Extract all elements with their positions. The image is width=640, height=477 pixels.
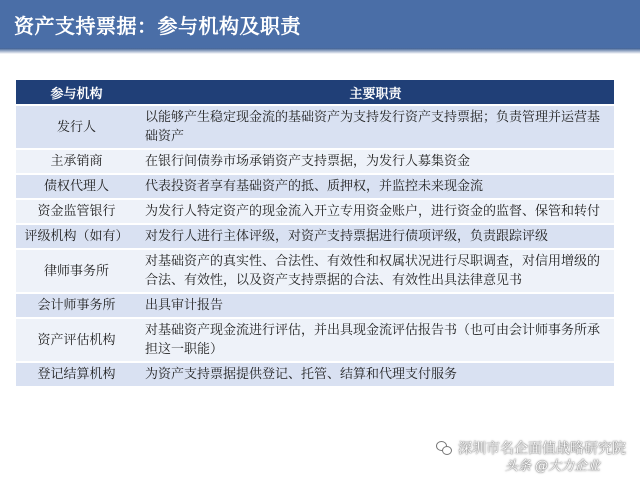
duty-cell: 代表投资者享有基础资产的抵、质押权，并监控未来现金流 [137,174,614,199]
wechat-icon [436,441,452,455]
table-row [16,149,614,174]
duty-cell: 出具审计报告 [137,293,614,318]
duty-cell: 对基础资产现金流进行评估，并出具现金流评估报告书（也可由会计师事务所承担这一职能） [137,318,614,362]
table-row [16,174,614,199]
page-title: 资产支持票据：参与机构及职责 [14,13,301,38]
header-duty: 主要职责 [137,80,614,105]
table-row [16,105,614,149]
table-header-row [16,80,614,105]
org-cell: 会计师事务所 [16,293,137,318]
table-row [16,199,614,224]
org-cell: 登记结算机构 [16,362,137,387]
org-cell: 主承销商 [16,149,137,174]
table-row [16,224,614,249]
org-cell: 债权代理人 [16,174,137,199]
table-row [16,318,614,362]
duty-cell: 对发行人进行主体评级，对资产支持票据进行债项评级，负责跟踪评级 [137,224,614,249]
duty-cell: 以能够产生稳定现金流的基础资产为支持发行资产支持票据；负责管理并运营基础资产 [137,105,614,149]
header-org: 参与机构 [16,80,137,105]
org-cell: 发行人 [16,105,137,149]
org-cell: 评级机构（如有） [16,224,137,249]
org-cell: 资产评估机构 [16,318,137,362]
table-row [16,249,614,293]
duties-table [16,80,614,388]
org-cell: 律师事务所 [16,249,137,293]
title-bar [0,0,640,48]
title-accent-line [0,48,640,54]
table-row [16,293,614,318]
duty-cell: 在银行间债券市场承销资产支持票据，为发行人募集资金 [137,149,614,174]
watermark-source: 深圳市名企面值战略研究院 [458,441,626,457]
duty-cell: 对基础资产的真实性、合法性、有效性和权属状况进行尽职调查，对信用增级的合法、有效性，以及资产支持票据的合法、有效性出具法律意见书 [137,249,614,293]
duty-cell: 为资产支持票据提供登记、托管、结算和代理支付服务 [137,362,614,387]
watermark-author: 头条 @大力企业 [504,459,600,474]
duty-cell: 为发行人特定资产的现金流入开立专用资金账户，进行资金的监督、保管和转付 [137,199,614,224]
org-cell: 资金监管银行 [16,199,137,224]
table-row [16,362,614,387]
